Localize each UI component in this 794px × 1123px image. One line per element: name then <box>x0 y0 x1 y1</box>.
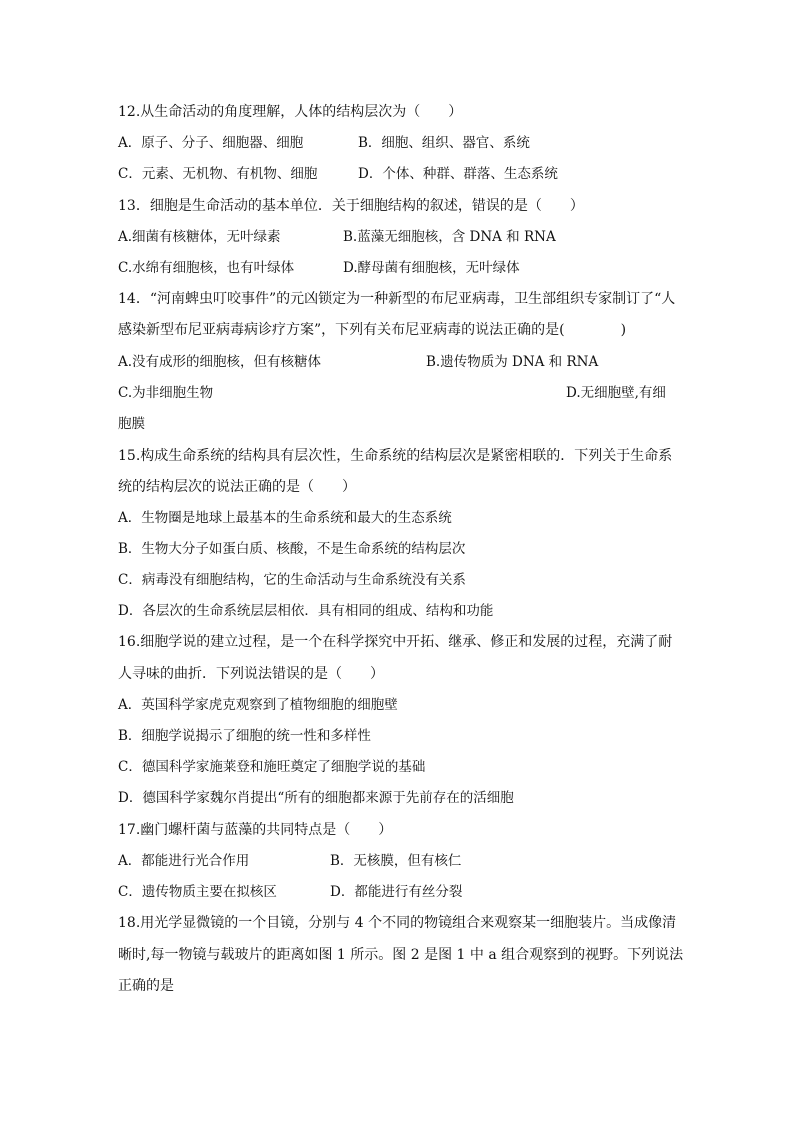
question-16-option-b: B．细胞学说揭示了细胞的统一性和多样性 <box>118 728 371 744</box>
question-13-option-d: D.酵母菌有细胞核，无叶绿体 <box>343 260 520 276</box>
question-12-option-b: B．细胞、组织、器官、系统 <box>358 135 530 151</box>
question-13-option-a: A.细菌有核糖体，无叶绿素 <box>118 229 281 245</box>
question-18-stem-line1: 18.用光学显微镜的一个目镜，分别与 4 个不同的物镜组合来观察某一细胞装片。当成像清 <box>118 915 677 931</box>
question-13-stem: 13．细胞是生命活动的基本单位．关于细胞结构的叙述，错误的是（ ） <box>118 198 584 214</box>
question-17-stem: 17.幽门螺杆菌与蓝藻的共同特点是（ ） <box>118 822 393 838</box>
question-12-option-d: D．个体、种群、群落、生态系统 <box>358 166 558 182</box>
question-16-option-d: D．德国科学家魏尔肖提出“所有的细胞都来源于先前存在的活细胞 <box>118 790 514 806</box>
question-16-stem-line1: 16.细胞学说的建立过程，是一个在科学探究中开拓、继承、修正和发展的过程，充满了耐 <box>118 634 673 650</box>
question-17-option-a: A．都能进行光合作用 <box>118 853 250 869</box>
question-14-stem-line2: 感染新型布尼亚病毒病诊疗方案”，下列有关布尼亚病毒的说法正确的是( ) <box>118 322 627 338</box>
question-12-option-a: A．原子、分子、细胞器、细胞 <box>118 135 304 151</box>
question-14-option-d-line1: D.无细胞壁,有细 <box>566 385 666 401</box>
question-17-option-b: B．无核膜，但有核仁 <box>330 853 462 869</box>
question-12-stem: 12.从生命活动的角度理解，人体的结构层次为（ ） <box>118 104 463 120</box>
question-15-stem-line2: 统的结构层次的说法正确的是（ ） <box>118 479 356 495</box>
question-13-option-c: C.水绵有细胞核，也有叶绿体 <box>118 260 295 276</box>
question-15-option-b: B．生物大分子如蛋白质、核酸，不是生命系统的结构层次 <box>118 541 466 557</box>
question-14-stem-line1: 14．“河南蜱虫叮咬事件”的元凶锁定为一种新型的布尼亚病毒，卫生部组织专家制订了“人 <box>118 291 676 307</box>
question-14-option-b: B.遗传物质为 DNA 和 RNA <box>426 354 599 370</box>
question-15-option-a: A．生物圈是地球上最基本的生命系统和最大的生态系统 <box>118 510 452 526</box>
question-18-stem-line2: 晰时,每一物镜与载玻片的距离如图 1 所示。图 2 是图 1 中 a 组合观察到的视野。下列说法 <box>118 947 684 963</box>
question-18-stem-line3: 正确的是 <box>118 978 174 994</box>
question-14-option-a: A.没有成形的细胞核，但有核糖体 <box>118 354 322 370</box>
question-15-option-d: D．各层次的生命系统层层相依．具有相同的组成、结构和功能 <box>118 603 494 619</box>
question-12-option-c: C．元素、无机物、有机物、细胞 <box>118 166 318 182</box>
question-13-option-b: B.蓝藻无细胞核，含 DNA 和 RNA <box>343 229 556 245</box>
question-17-option-c: C．遗传物质主要在拟核区 <box>118 884 277 900</box>
question-15-stem-line1: 15.构成生命系统的结构具有层次性，生命系统的结构层次是紧密相联的．下列关于生命系 <box>118 448 673 464</box>
question-15-option-c: C．病毒没有细胞结构，它的生命活动与生命系统没有关系 <box>118 572 466 588</box>
question-16-stem-line2: 人寻味的曲折．下列说法错误的是（ ） <box>118 666 384 682</box>
question-16-option-c: C．德国科学家施莱登和施旺奠定了细胞学说的基础 <box>118 759 426 775</box>
question-17-option-d: D．都能进行有丝分裂 <box>330 884 463 900</box>
question-14-option-c: C.为非细胞生物 <box>118 385 214 401</box>
question-16-option-a: A．英国科学家虎克观察到了植物细胞的细胞壁 <box>118 697 398 713</box>
question-14-option-d-line2: 胞膜 <box>118 416 145 432</box>
